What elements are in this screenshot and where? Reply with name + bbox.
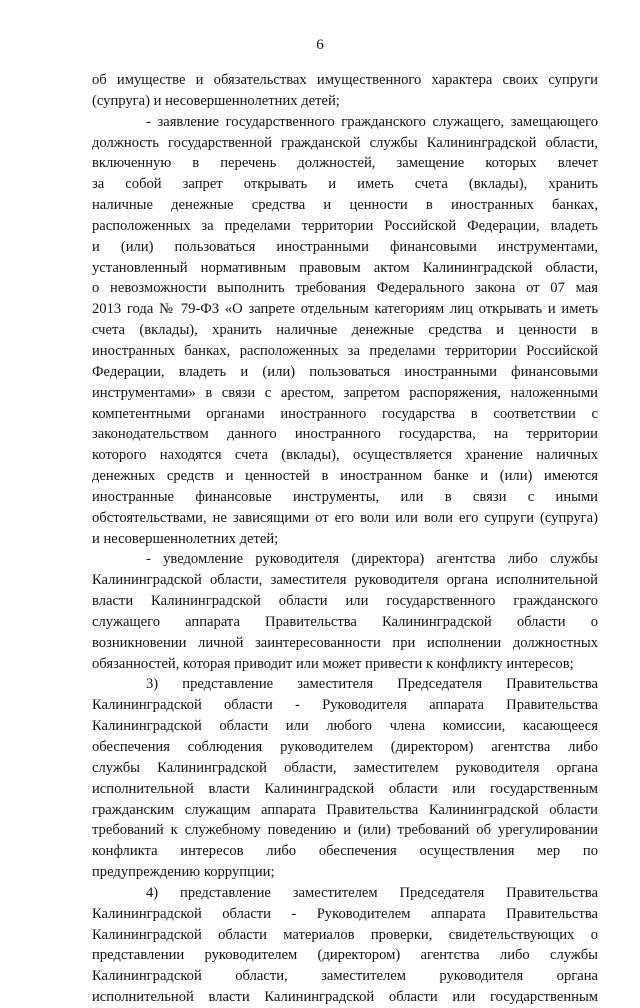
text-line: обеспечения соблюдения руководителем (директором) агентства либо — [92, 739, 598, 755]
text-line: требований к служебному поведению и (или) требований об урегулировании — [92, 822, 598, 839]
text-line: Калининградской области, заместителя руководителя органа исполнительной — [92, 572, 598, 589]
text-line: Калининградской области материалов проверки, свидетельствующих о — [92, 926, 598, 943]
text-line: компетентными органами иностранного государства в соответствии с — [92, 405, 598, 422]
text-line: гражданским служащим аппарата Правительства Калининградской области — [92, 801, 598, 818]
text-line: обстоятельствами, не зависящими от его воли или воли его супруги (супруга) — [92, 509, 598, 526]
text-line: об имуществе и обязательствах имущественного характера своих супруги — [92, 72, 598, 88]
text-line: Калининградской области, заместителем руководителя органа — [92, 968, 598, 985]
text-line: исполнительной власти Калининградской области или государственным — [92, 989, 598, 1006]
text-line: счета (вклады), хранить наличные денежные средства и ценности в — [92, 322, 598, 339]
text-line: иностранные финансовые инструменты, или в связи с иными — [92, 488, 598, 505]
text-line: Калининградской области - Руководителя аппарата Правительства — [92, 697, 598, 714]
text-line: наличные денежные средства и ценности в иностранных банках, — [92, 197, 598, 214]
text-line: службы Калининградской области, заместителем руководителя органа — [92, 759, 598, 776]
text-line: за собой запрет открывать и иметь счета (вклады), хранить — [92, 176, 598, 193]
text-line: которого находятся счета (вклады), осуществляется хранение наличных — [92, 447, 598, 464]
text-line: расположенных за пределами территории Российской Федерации, владеть — [92, 217, 598, 234]
text-line: установленный нормативным правовым актом Калининградской области, — [92, 259, 598, 276]
body-text — [92, 70, 598, 1008]
text-line: конфликта интересов либо обеспечения осуществления мер по — [92, 843, 598, 860]
text-line: Калининградской области - Руководителем аппарата Правительства — [92, 905, 598, 922]
text-line: власти Калининградской области или государственного гражданского — [92, 593, 598, 610]
text-line: законодательством данного иностранного государства, на территории — [92, 426, 598, 443]
text-line: служащего аппарата Правительства Калининградской области о — [92, 613, 598, 630]
text-line: Федерации, владеть и (или) пользоваться иностранными финансовыми — [92, 363, 598, 380]
text-line: (супруга) и несовершеннолетних детей; — [92, 92, 340, 109]
text-line: денежных средств и ценностей в иностранном банке и (или) имеются — [92, 468, 598, 485]
text-line: должность государственной гражданской службы Калининградской области, — [92, 134, 598, 151]
text-line: возникновении личной заинтересованности при исполнении должностных — [92, 634, 598, 651]
text-line: и несовершеннолетних детей; — [92, 530, 279, 547]
text-line: и (или) пользоваться иностранными финансовыми инструментами, — [92, 238, 598, 255]
page-number: 6 — [316, 37, 324, 53]
text-line: иностранных банках, расположенных за пределами территории Российской — [92, 342, 598, 359]
text-line: Калининградской области или любого члена комиссии, касающееся — [92, 718, 598, 735]
text-line: - уведомление руководителя (директора) агентства либо службы — [146, 551, 598, 568]
text-line: представлении руководителем (директором) агентства либо службы — [92, 947, 598, 964]
text-line: о невозможности выполнить требования Федерального закона от 07 мая — [92, 280, 598, 297]
text-line: обязанностей, которая приводит или может привести к конфликту интересов; — [92, 655, 574, 672]
text-line: инструментами» в связи с арестом, запретом распоряжения, наложенными — [92, 384, 598, 401]
text-line: - заявление государственного гражданского служащего, замещающего — [146, 113, 598, 130]
text-line: 4) представление заместителем Председателя Правительства — [146, 884, 598, 901]
text-line: исполнительной власти Калининградской области или государственным — [92, 780, 598, 797]
text-line: предупреждению коррупции; — [92, 864, 275, 881]
text-line: 2013 года № 79-ФЗ «О запрете отдельным категориям лиц открывать и иметь — [92, 301, 598, 318]
text-line: включенную в перечень должностей, замещение которых влечет — [92, 155, 598, 172]
text-line: 3) представление заместителя Председателя Правительства — [146, 676, 598, 693]
